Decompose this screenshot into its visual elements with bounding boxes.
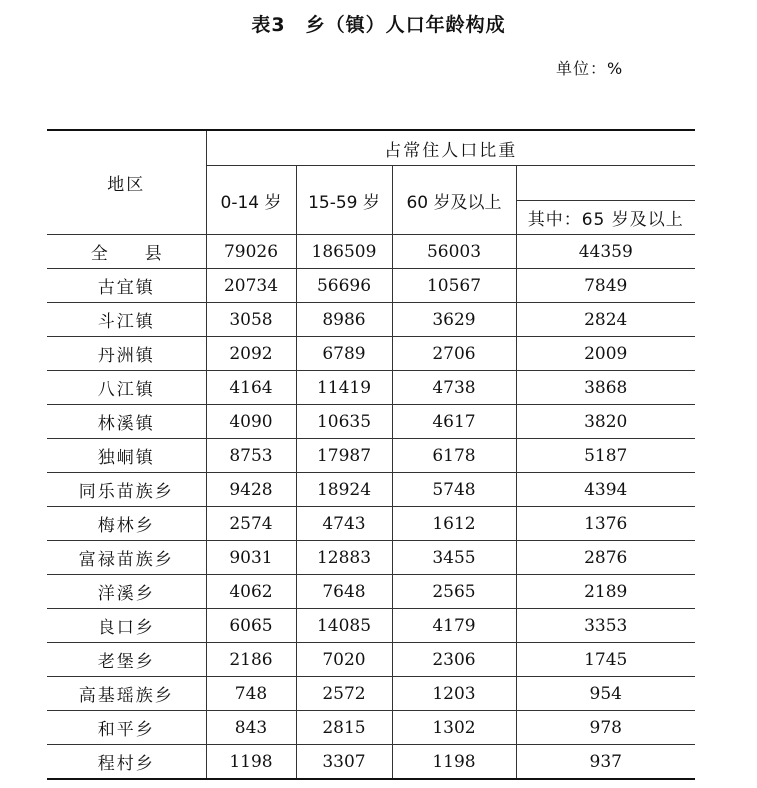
region-cell: 高基瑶族乡 [47,677,206,711]
value-age-15-59: 56696 [296,269,392,303]
value-age-15-59: 2815 [296,711,392,745]
table-row [47,541,695,575]
region-cell: 古宜镇 [47,269,206,303]
value-age-60-plus: 1203 [392,677,516,711]
value-age-65-plus: 2009 [516,337,695,371]
value-age-0-14: 2574 [206,507,296,541]
value-age-65-plus: 3868 [516,371,695,405]
value-age-65-plus: 937 [516,745,695,780]
value-age-65-plus: 3820 [516,405,695,439]
value-age-65-plus: 954 [516,677,695,711]
table-row [47,745,695,780]
value-age-60-plus: 4738 [392,371,516,405]
region-cell: 老堡乡 [47,643,206,677]
value-age-0-14: 2092 [206,337,296,371]
table-row [47,677,695,711]
value-age-65-plus: 44359 [516,235,695,269]
value-age-60-plus: 2706 [392,337,516,371]
value-age-15-59: 17987 [296,439,392,473]
value-age-0-14: 4090 [206,405,296,439]
header-spacer [516,166,695,201]
region-cell: 林溪镇 [47,405,206,439]
region-cell: 和平乡 [47,711,206,745]
value-age-0-14: 79026 [206,235,296,269]
table-row [47,473,695,507]
value-age-65-plus: 2189 [516,575,695,609]
value-age-0-14: 2186 [206,643,296,677]
value-age-15-59: 11419 [296,371,392,405]
region-cell: 丹洲镇 [47,337,206,371]
table-row [47,711,695,745]
region-cell: 斗江镇 [47,303,206,337]
value-age-0-14: 3058 [206,303,296,337]
header-age-65-plus: 其中：65 岁及以上 [516,201,695,235]
region-cell: 良口乡 [47,609,206,643]
value-age-65-plus: 4394 [516,473,695,507]
region-cell: 洋溪乡 [47,575,206,609]
value-age-60-plus: 6178 [392,439,516,473]
value-age-15-59: 7648 [296,575,392,609]
value-age-60-plus: 10567 [392,269,516,303]
value-age-15-59: 3307 [296,745,392,780]
table-row [47,643,695,677]
table-row [47,405,695,439]
value-age-60-plus: 2565 [392,575,516,609]
value-age-65-plus: 1376 [516,507,695,541]
header-age-15-59: 15-59 岁 [296,166,392,235]
value-age-65-plus: 1745 [516,643,695,677]
value-age-15-59: 4743 [296,507,392,541]
region-cell: 同乐苗族乡 [47,473,206,507]
value-age-0-14: 6065 [206,609,296,643]
value-age-60-plus: 3629 [392,303,516,337]
table-row [47,507,695,541]
value-age-60-plus: 1612 [392,507,516,541]
value-age-0-14: 1198 [206,745,296,780]
value-age-65-plus: 3353 [516,609,695,643]
value-age-60-plus: 1198 [392,745,516,780]
table-row [47,371,695,405]
header-region: 地区 [47,130,206,235]
value-age-60-plus: 56003 [392,235,516,269]
value-age-15-59: 12883 [296,541,392,575]
value-age-15-59: 2572 [296,677,392,711]
value-age-60-plus: 1302 [392,711,516,745]
value-age-15-59: 8986 [296,303,392,337]
value-age-15-59: 18924 [296,473,392,507]
value-age-60-plus: 4179 [392,609,516,643]
value-age-0-14: 843 [206,711,296,745]
header-group: 占常住人口比重 [206,130,695,166]
value-age-60-plus: 5748 [392,473,516,507]
value-age-65-plus: 7849 [516,269,695,303]
table-row [47,303,695,337]
table-row [47,235,695,269]
value-age-0-14: 4062 [206,575,296,609]
value-age-15-59: 7020 [296,643,392,677]
table-row [47,609,695,643]
table-row [47,337,695,371]
region-cell: 独峒镇 [47,439,206,473]
region-cell: 八江镇 [47,371,206,405]
value-age-15-59: 6789 [296,337,392,371]
value-age-60-plus: 2306 [392,643,516,677]
region-cell: 全 县 [47,235,206,269]
value-age-65-plus: 978 [516,711,695,745]
value-age-0-14: 9031 [206,541,296,575]
unit-label: 单位：% [556,59,624,78]
value-age-0-14: 4164 [206,371,296,405]
value-age-65-plus: 5187 [516,439,695,473]
value-age-15-59: 10635 [296,405,392,439]
value-age-15-59: 186509 [296,235,392,269]
region-cell: 梅林乡 [47,507,206,541]
value-age-0-14: 20734 [206,269,296,303]
header-age-60-plus: 60 岁及以上 [392,166,516,235]
age-composition-table [47,129,695,780]
table-row [47,439,695,473]
table-row [47,269,695,303]
region-cell: 富禄苗族乡 [47,541,206,575]
table-row [47,575,695,609]
value-age-0-14: 8753 [206,439,296,473]
value-age-65-plus: 2824 [516,303,695,337]
value-age-15-59: 14085 [296,609,392,643]
value-age-65-plus: 2876 [516,541,695,575]
region-cell: 程村乡 [47,745,206,780]
value-age-60-plus: 4617 [392,405,516,439]
value-age-60-plus: 3455 [392,541,516,575]
value-age-0-14: 9428 [206,473,296,507]
table-title: 表3 乡（镇）人口年龄构成 [251,14,506,36]
header-age-0-14: 0-14 岁 [206,166,296,235]
value-age-0-14: 748 [206,677,296,711]
